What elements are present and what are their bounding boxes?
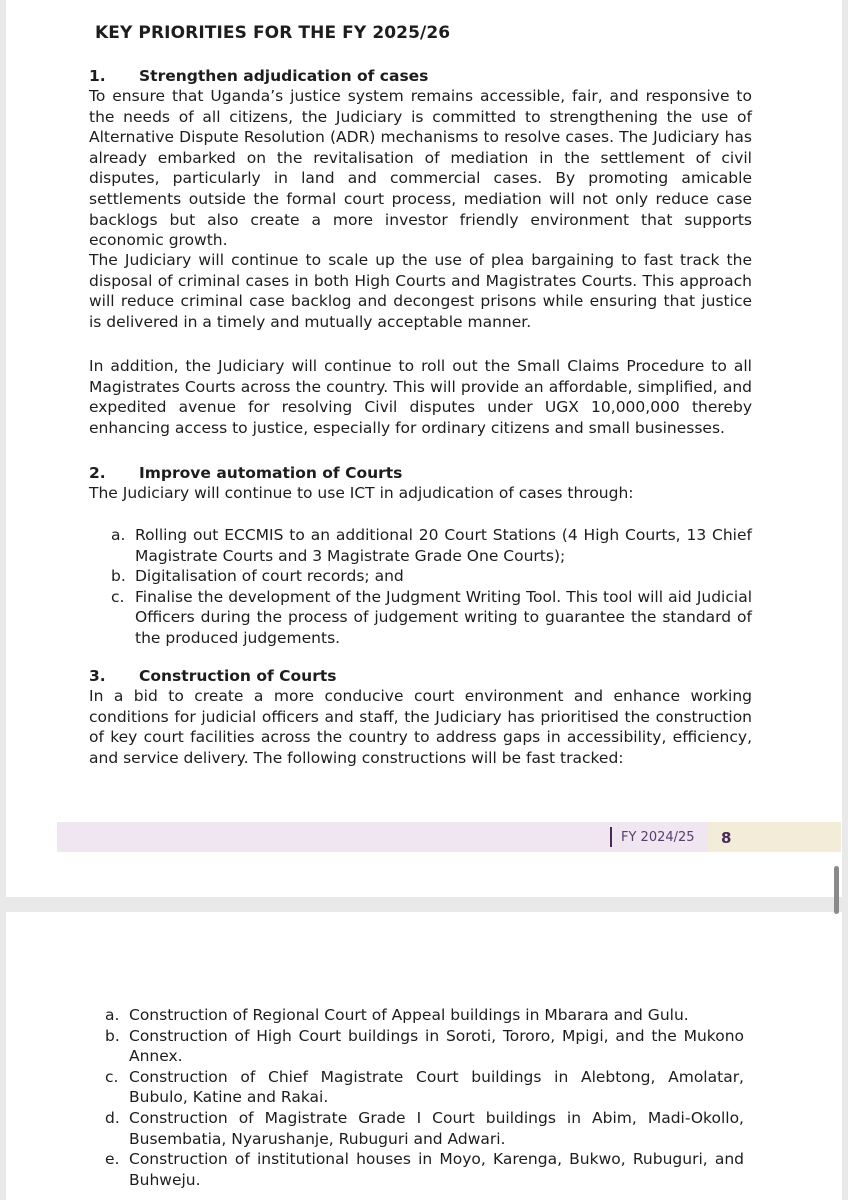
list-text: Digitalisation of court records; and bbox=[135, 567, 404, 586]
list-letter: c. bbox=[105, 1067, 119, 1086]
list-item bbox=[105, 1005, 744, 1026]
section-number: 3. bbox=[89, 667, 106, 685]
list-letter: b. bbox=[111, 567, 126, 586]
section-heading bbox=[89, 66, 752, 86]
list-item bbox=[111, 566, 752, 587]
page-title: KEY PRIORITIES FOR THE FY 2025/26 bbox=[95, 23, 451, 43]
paragraph: In addition, the Judiciary will continue to roll out the Small Claims Procedure to all Magistrates Courts across the country. This will provide an affordable, simplified, and expedited avenue for resolving Civil disputes under UGX 10,000,000 thereby enhancing access to justice, especially for ordinary citizens and small businesses. bbox=[89, 357, 752, 437]
footer-fiscal-year: FY 2024/25 bbox=[621, 830, 695, 845]
ict-list bbox=[111, 525, 752, 649]
list-text: Rolling out ECCMIS to an additional 20 Court Stations (4 High Courts, 13 Chief Magistrate Courts and 3 Magistrate Grade One Courts); bbox=[135, 526, 752, 565]
section-2 bbox=[89, 463, 752, 504]
list-letter: a. bbox=[105, 1006, 120, 1024]
scrollbar-thumb[interactable] bbox=[834, 866, 839, 914]
list-letter: d. bbox=[105, 1108, 120, 1127]
section-heading bbox=[89, 463, 752, 483]
section-title: Improve automation of Courts bbox=[139, 464, 403, 482]
list-letter: b. bbox=[105, 1026, 120, 1045]
paragraph: In a bid to create a more conducive court environment and enhance working conditions for judicial officers and staff, the Judiciary has prioritised the construction of key court facilities across the country to address gaps in accessibility, efficiency, and service delivery. The following constructions will be fast tracked: bbox=[89, 687, 752, 767]
footer-page-number: 8 bbox=[721, 829, 732, 847]
paragraph: The Judiciary will continue to scale up the use of plea bargaining to fast track the disposal of criminal cases in both High Courts and Magistrates Courts. This approach will reduce criminal case backlog and decongest prisons while ensuring that justice is delivered in a timely and mutually acceptable manner. bbox=[89, 251, 752, 331]
construction-list bbox=[105, 1005, 744, 1190]
list-letter: e. bbox=[105, 1150, 120, 1169]
section-title: Construction of Courts bbox=[139, 667, 337, 685]
paragraph-block bbox=[89, 356, 752, 438]
list-text: Finalise the development of the Judgment Writing Tool. This tool will aid Judicial Officers during the process of judgement writing to guarantee the standard of the produced judgements. bbox=[135, 587, 752, 647]
list-item bbox=[111, 525, 752, 566]
footer-divider bbox=[610, 827, 612, 847]
list-item bbox=[111, 587, 752, 649]
list-text: Construction of Magistrate Grade I Court buildings in Abim, Madi-Okollo, Busembatia, Nyarushanje, Rubuguri and Adwari. bbox=[129, 1108, 744, 1148]
section-number: 2. bbox=[89, 464, 106, 482]
list-item bbox=[105, 1108, 744, 1149]
list-item bbox=[105, 1026, 744, 1067]
list-item bbox=[105, 1149, 744, 1190]
list-text: Construction of High Court buildings in Soroti, Tororo, Mpigi, and the Mukono Annex. bbox=[129, 1026, 744, 1066]
paragraph-block bbox=[89, 250, 752, 332]
paragraph: The Judiciary will continue to use ICT in adjudication of cases through: bbox=[89, 484, 634, 502]
list-text: Construction of institutional houses in Moyo, Karenga, Bukwo, Rubuguri, and Buhweju. bbox=[129, 1150, 744, 1189]
list-text: Construction of Regional Court of Appeal buildings in Mbarara and Gulu. bbox=[129, 1006, 689, 1024]
section-number: 1. bbox=[89, 67, 106, 85]
section-1 bbox=[89, 66, 752, 251]
paragraph: To ensure that Uganda’s justice system remains accessible, fair, and responsive to the needs of all citizens, the Judiciary is committed to strengthening the use of Alternative Dispute Resolution (ADR) mechanisms to resolve cases. The Judiciary has already embarked on the revitalisation of mediation in the settlement of civil disputes, particularly in land and commercial cases. By promoting amicable settlements outside the formal court process, mediation will not only reduce case backlogs but also create a more investor friendly environment that supports economic growth. bbox=[89, 87, 752, 250]
section-title: Strengthen adjudication of cases bbox=[139, 67, 429, 85]
section-3 bbox=[89, 666, 752, 768]
list-text: Construction of Chief Magistrate Court buildings in Alebtong, Amolatar, Bubulo, Katine and Rakai. bbox=[129, 1067, 744, 1107]
list-letter: a. bbox=[111, 526, 126, 544]
list-item bbox=[105, 1067, 744, 1108]
list-letter: c. bbox=[111, 587, 125, 606]
section-heading bbox=[89, 666, 752, 686]
